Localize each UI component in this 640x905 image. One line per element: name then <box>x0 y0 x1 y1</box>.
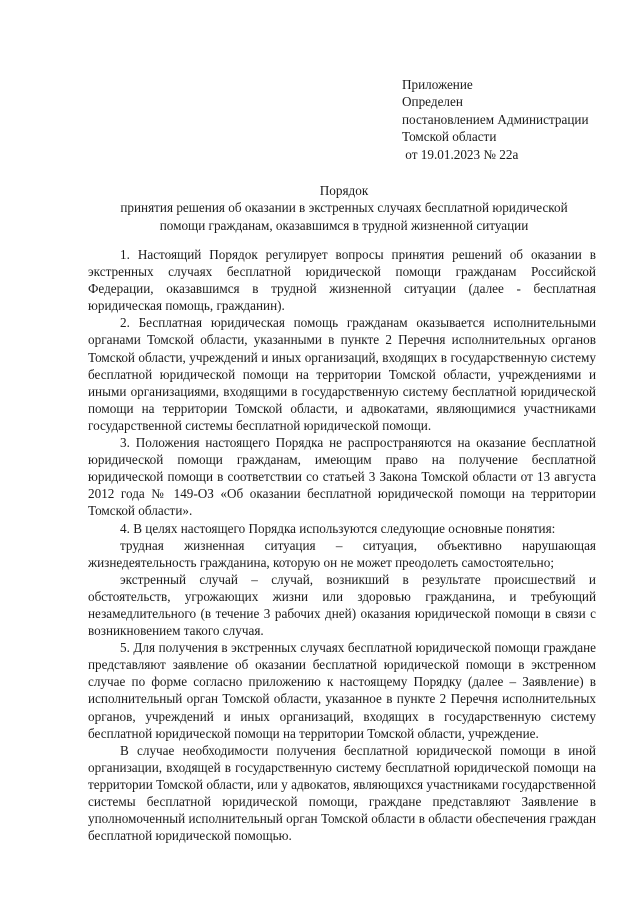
paragraph-1: 1. Настоящий Порядок регулирует вопросы принятия решений об оказании в экстренных случаях бесплатной юридической помощи гражданам Российской Федерации, оказавшимся в трудной жизненной ситуации (далее - бесплатная юридическая помощь, гражданин). <box>88 247 596 314</box>
paragraph-5-continued: В случае необходимости получения бесплатной юридической помощи в иной организации, входящей в государственную систему бесплатной юридической помощи на территории Томской области, или у адвокатов, являющихся участниками государственной системы бесплатной юридической помощи, граждане представляют Заявление в уполномоченный исполнительный орган Томской области в области обеспечения граждан бесплатной юридической помощью. <box>88 742 596 844</box>
approval-line-resolution: постановлением Администрации <box>402 111 589 127</box>
approval-line-defined: Определен <box>402 94 463 110</box>
document-title <box>80 182 608 234</box>
approval-line-appendix: Приложение <box>402 77 473 92</box>
title-subtitle-line-2: помощи гражданам, оказавшимся в трудной жизненной ситуации <box>159 217 529 233</box>
title-heading: Порядок <box>319 183 369 198</box>
definition-emergency-case: экстренный случай – случай, возникший в результате происшествий и обстоятельств, угрожающих жизни или здоровью гражданина, и требующий незамедлительного (в течение 3 рабочих дней) оказания юридической помощи в связи с возникновением такого случая. <box>88 571 596 639</box>
approval-line-date: от 19.01.2023 № 22а <box>402 146 519 162</box>
document-body <box>88 246 596 844</box>
definition-difficult-situation: трудная жизненная ситуация – ситуация, объективно нарушающая жизнедеятельность гражданина, которую он не может преодолеть самостоятельно; <box>88 537 596 570</box>
paragraph-3: 3. Положения настоящего Порядка не распространяются на оказание бесплатной юридической помощи гражданам, имеющим право на получение бесплатной юридической помощи в соответствии со статьей 3 Закона Томской области от 13 августа 2012 года № 149-ОЗ «Об оказании бесплатной юридической помощи на территории Томской области». <box>88 435 596 519</box>
title-subtitle-line-1: принятия решения об оказании в экстренных случаях бесплатной юридической <box>120 200 568 216</box>
approval-line-region: Томской области <box>402 129 497 145</box>
paragraph-4: 4. В целях настоящего Порядка используются следующие основные понятия: <box>120 520 556 536</box>
paragraph-5: 5. Для получения в экстренных случаях бесплатной юридической помощи граждане представляют заявление об оказании бесплатной юридической помощи в экстренном случае по форме согласно приложению к настоящему Порядку (далее – Заявление) в исполнительный орган Томской области, указанное в пункте 2 Перечня исполнительных органов, учреждений и иных организаций, входящих в государственную систему бесплатной юридической помощи на территории Томской области, учреждение. <box>88 640 596 741</box>
paragraph-2: 2. Бесплатная юридическая помощь гражданам оказывается исполнительными органами Томской области, указанными в пункте 2 Перечня исполнительных органов Томской области, учреждений и иных организаций, входящих в государственную систему бесплатной юридической помощи на территории Томской области, учреждениями и иными организациями, входящими в государственную систему бесплатной юридической помощи на территории Томской области, и адвокатами, являющимися участниками государственной системы бесплатной юридической помощи. <box>88 315 596 433</box>
approval-block <box>402 76 612 163</box>
